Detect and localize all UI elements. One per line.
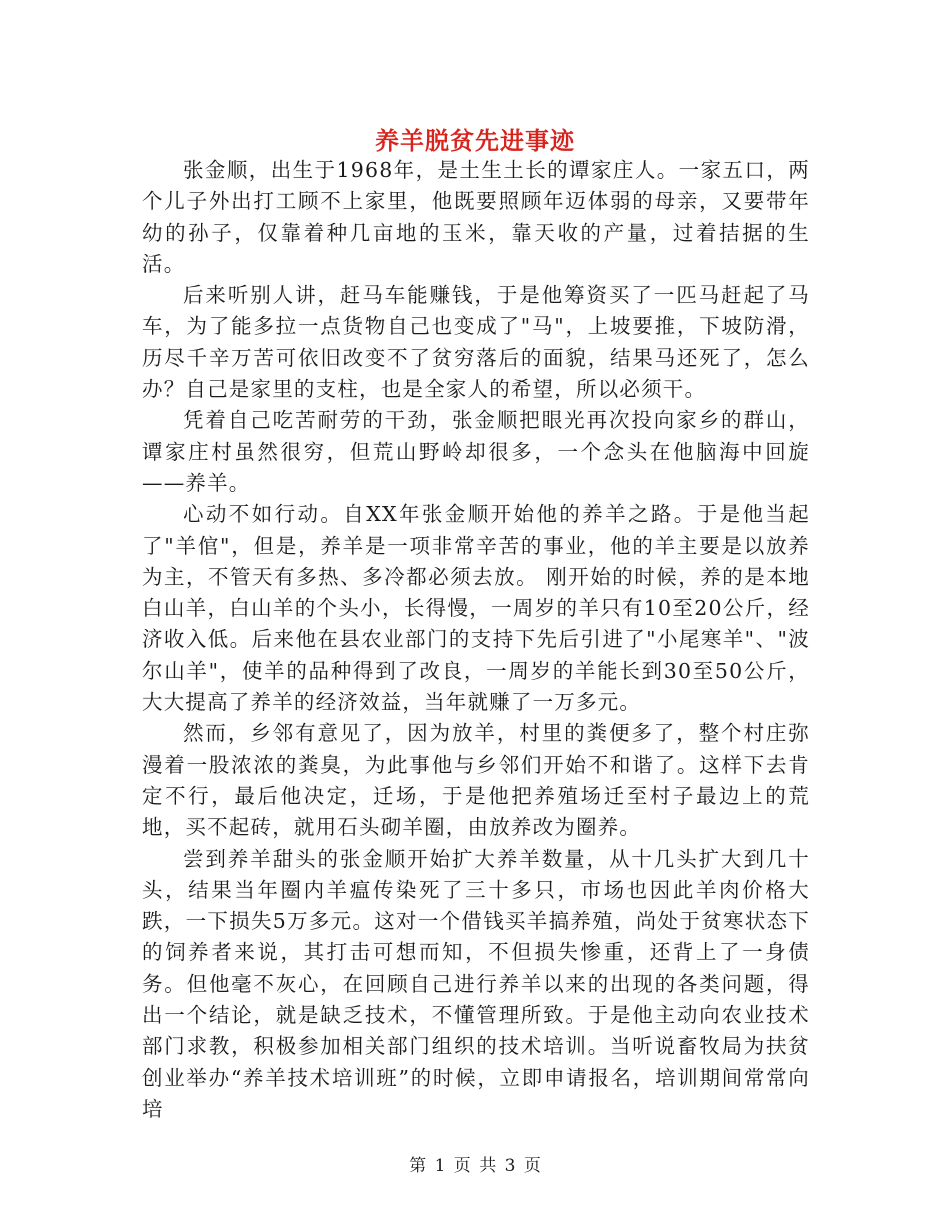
paragraph: 后来听别人讲，赶马车能赚钱，于是他筹资买了一匹马赶起了马车，为了能多拉一点货物自己也变成了"马"，上坡要推，下坡防滑，历尽千辛万苦可依旧改变不了贫穷落后的面貌，结果马还死了，怎么办？自己是家里的支柱，也是全家人的希望，所以必须干。 [142,283,810,402]
paragraph: 张金顺，出生于1968年，是土生土长的谭家庄人。一家五口，两个儿子外出打工顾不上家里，他既要照顾年迈体弱的母亲，又要带年幼的孙子，仅靠着种几亩地的玉米，靠天收的产量，过着拮据的生活。 [142,158,810,276]
document-body [142,155,810,1125]
page-number-footer: 第 1 页 共 3 页 [409,1156,541,1176]
paragraph: 然而，乡邻有意见了，因为放羊，村里的粪便多了，整个村庄弥漫着一股浓浓的粪臭，为此事他与乡邻们开始不和谐了。这样下去肯定不行，最后他决定，迁场，于是他把养殖场迁至村子最边上的荒地，买不起砖，就用石头砌羊圈，由放养改为圈养。 [142,721,810,840]
page-title: 养羊脱贫先进事迹 [375,126,575,156]
paragraph: 尝到养羊甜头的张金顺开始扩大养羊数量，从十几头扩大到几十头，结果当年圈内羊瘟传染死了三十多只，市场也因此羊肉价格大跌，一下损失5万多元。这对一个借钱买羊搞养殖，尚处于贫寒状态下的饲养者来说，其打击可想而知，不但损失惨重，还背上了一身债务。但他毫不灰心，在回顾自己进行养羊以来的出现的各类问题，得出一个结论，就是缺乏技术，不懂管理所致。于是他主动向农业技术部门求教，积极参加相关部门组织的技术培训。当听说畜牧局为扶贫创业举办“养羊技术培训班”的时候，立即申请报名，培训期间常常向培 [142,846,810,1121]
paragraph: 凭着自己吃苦耐劳的干劲，张金顺把眼光再次投向家乡的群山，谭家庄村虽然很穷，但荒山野岭却很多，一个念头在他脑海中回旋——养羊。 [142,408,810,495]
paragraph: 心动不如行动。自XX年张金顺开始他的养羊之路。于是他当起了"羊倌"，但是，养羊是一项非常辛苦的事业，他的羊主要是以放养为主，不管天有多热、多冷都必须去放。 刚开始的时候，养的是本地白山羊，白山羊的个头小，长得慢，一周岁的羊只有10至20公斤，经济收入低。后来他在县农业部门的支持下先后引进了"小尾寒羊"、"波尔山羊"，使羊的品种得到了改良，一周岁的羊能长到30至50公斤，大大提高了养羊的经济效益，当年就赚了一万多元。 [142,502,810,715]
